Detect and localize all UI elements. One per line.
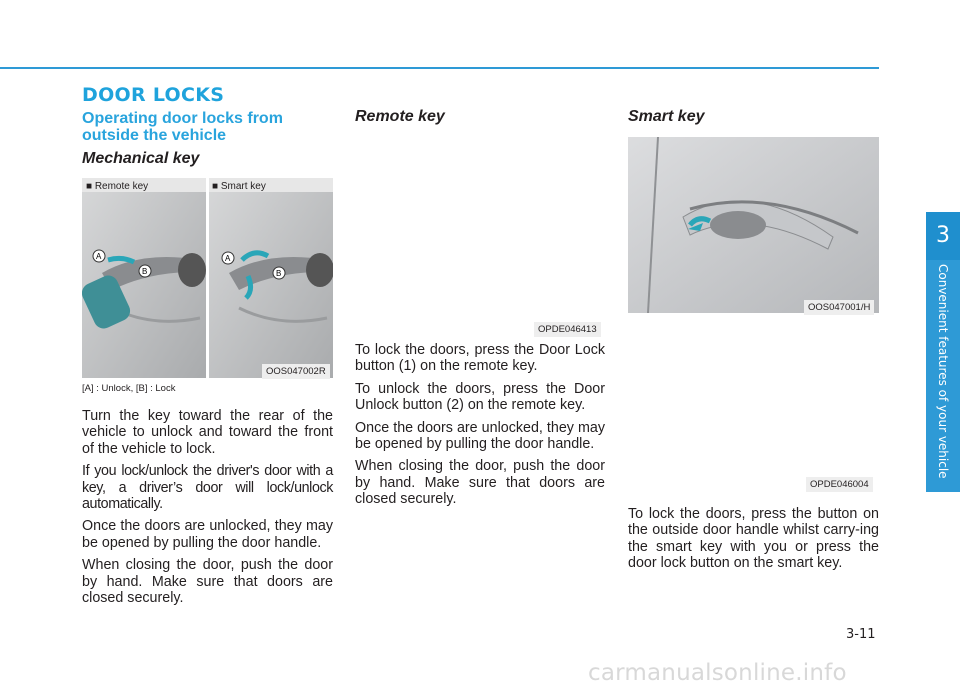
image-code: OOS047001/H (804, 300, 874, 315)
middle-body (355, 342, 605, 514)
middle-subheading: Remote key (355, 108, 445, 125)
watermark: carmanualsonline.info (588, 660, 847, 686)
svg-text:B: B (142, 267, 148, 276)
paragraph: To lock the doors, press the Door Lock button (1) on the remote key. (355, 342, 605, 375)
image-code: OPDE046413 (534, 322, 601, 337)
header-rule (0, 67, 879, 69)
chapter-title: Convenient features of your vehicle (936, 264, 950, 479)
image-caption: [A] : Unlock, [B] : Lock (82, 383, 176, 394)
image-code: OOS047002R (262, 364, 330, 379)
chapter-number: 3 (926, 212, 960, 260)
svg-text:A: A (96, 252, 102, 261)
left-subheading: Mechanical key (82, 150, 200, 167)
smart-key-door-photo (628, 137, 879, 313)
image-code: OPDE046004 (806, 477, 873, 492)
paragraph: Once the doors are unlocked, they may be opened by pulling the door handle. (355, 419, 605, 453)
paragraph: To lock the doors, press the button on the outside door handle whilst carry-ing the smart key with you or press the door lock button on the smart key. (628, 506, 879, 572)
paragraph: To unlock the doors, press the Door Unlock button (2) on the remote key. (355, 380, 605, 414)
smart-key-label: ■ Smart key (212, 181, 266, 192)
left-body (82, 408, 333, 612)
paragraph: Turn the key toward the rear of the vehicle to unlock and toward the front of the vehicle to lock. (82, 408, 333, 457)
svg-text:B: B (276, 269, 282, 278)
paragraph: Once the doors are unlocked, they may be opened by pulling the door handle. (82, 518, 333, 551)
paragraph: When closing the door, push the door by hand. Make sure that doors are closed securely. (82, 557, 333, 607)
paragraph: When closing the door, push the door by hand. Make sure that doors are closed securely. (355, 458, 605, 508)
remote-key-label: ■ Remote key (86, 181, 149, 192)
svg-text:A: A (225, 254, 231, 263)
mechanical-key-photo (82, 178, 333, 378)
right-body (628, 506, 879, 578)
paragraph: If you lock/unlock the driver's door with a key, a driver’s door will lock/unlock automatically. (82, 463, 333, 513)
page-number: 3-11 (846, 627, 876, 642)
left-heading: Operating door locks from outside the vehicle (82, 110, 283, 144)
right-subheading: Smart key (628, 108, 705, 125)
section-title: DOOR LOCKS (82, 84, 225, 106)
